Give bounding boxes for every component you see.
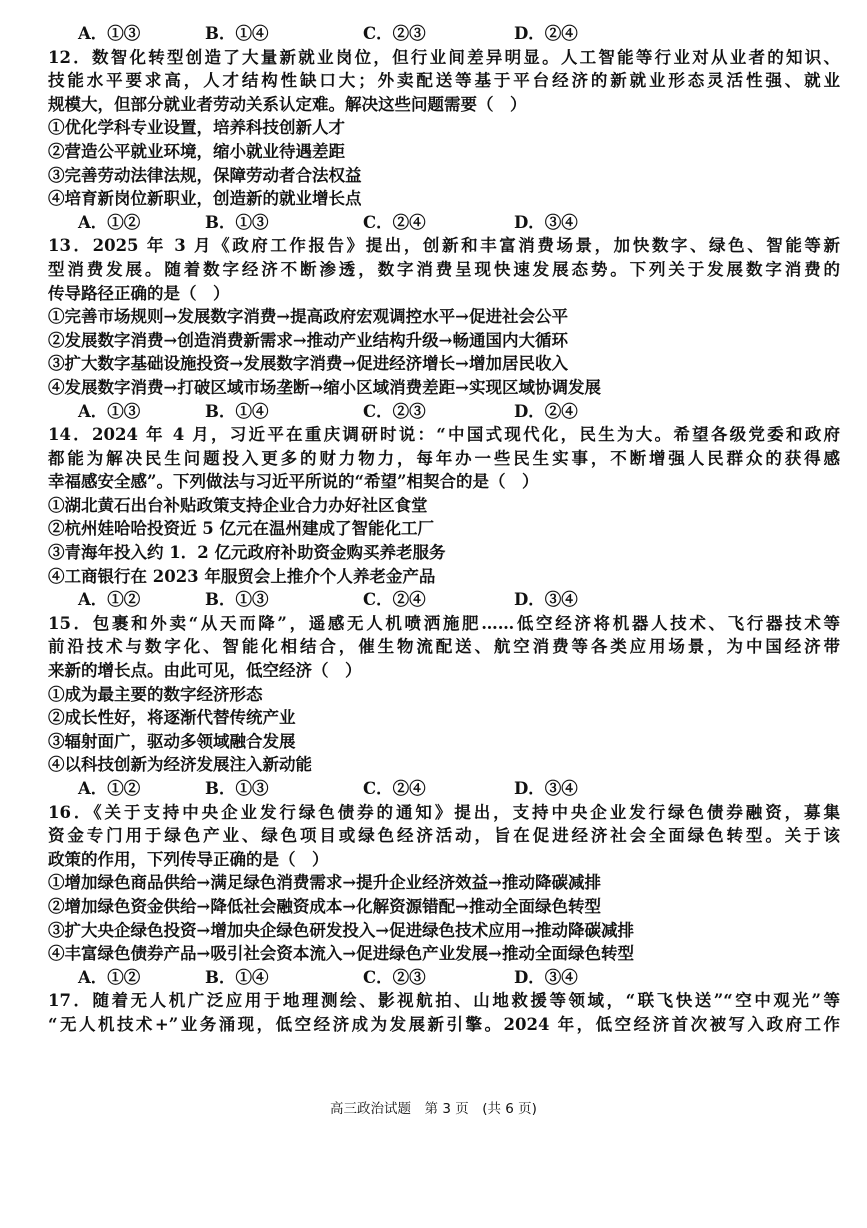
q14-option-c: C．②④ [363,590,426,610]
q15-stem-line: 15．包裹和外卖“从天而降”，遥感无人机喷洒施肥……低空经济将机器人技术、飞行器技术等 [48,613,840,633]
q14-stem-line: 都能为解决民生问题投入更多的财力物力，每年办一些民生实事，不断增强人民群众的获得感 [48,448,840,468]
q14-stem-line: 幸福感安全感”。下列做法与习近平所说的“希望”相契合的是（ ） [48,472,539,492]
q13-item: ①完善市场规则→发展数字消费→提高政府宏观调控水平→促进社会公平 [48,307,568,327]
q12-item: ③完善劳动法律法规，保障劳动者合法权益 [48,165,362,185]
q17-stem-line: 17．随着无人机广泛应用于地理测绘、影视航拍、山地救援等领域，“联飞快送”“空中观光”等 [48,991,840,1011]
q13-option-a: A．①③ [78,401,141,421]
q13-stem-line: 型消费发展。随着数字经济不断渗透，数字消费呈现快速发展态势。下列关于发展数字消费的 [48,259,840,279]
q12-item: ④培育新岗位新职业，创造新的就业增长点 [48,189,362,209]
q16-option-d: D．③④ [514,967,578,987]
page-footer: 高三政治试题 第 3 页 (共 6 页) [330,1101,537,1117]
q17-stem-line: “无人机技术+”业务涌现，低空经济成为发展新引擎。2024 年，低空经济首次被写入政府工作 [48,1014,840,1034]
q11-option-c: C．②③ [363,24,426,43]
q16-option-c: C．②③ [363,967,426,987]
q15-stem-line: 前沿技术与数字化、智能化相结合，催生物流配送、航空消费等各类应用场景，为中国经济带 [48,637,840,657]
q11-options [48,22,840,46]
q13-item: ③扩大数字基础设施投资→发展数字消费→促进经济增长→增加居民收入 [48,354,568,374]
q11-option-a: A．①③ [78,24,141,43]
q14-options [48,588,840,612]
question-14 [48,423,840,612]
q16-options [48,966,840,990]
q14-option-b: B．①③ [205,590,269,610]
q12-option-c: C．②④ [363,212,426,232]
q16-stem-line: 资金专门用于绿色产业、绿色项目或绿色经济活动，旨在促进经济社会全面绿色转型。关于该 [48,826,840,846]
q13-options [48,400,840,424]
page-content [48,22,840,1037]
q14-item: ③青海年投入约 1．2 亿元政府补助资金购买养老服务 [48,543,446,563]
q12-item: ①优化学科专业设置，培养科技创新人才 [48,118,345,138]
q12-stem-line: 技能水平要求高，人才结构性缺口大；外卖配送等基于平台经济的新就业形态灵活性强、就业 [48,71,840,91]
question-13 [48,234,840,423]
q15-item: ③辐射面广，驱动多领域融合发展 [48,731,296,751]
q12-option-a: A．①② [78,212,141,232]
q13-stem-line: 传导路径正确的是（ ） [48,283,230,303]
q16-item: ①增加绿色商品供给→满足绿色消费需求→提升企业经济效益→推动降碳减排 [48,873,601,893]
q16-stem-line: 16．《关于支持中央企业发行绿色债券的通知》提出，支持中央企业发行绿色债券融资，募集 [48,802,840,822]
q14-option-a: A．①② [78,590,141,610]
q16-item: ②增加绿色资金供给→降低社会融资成本→化解资源错配→推动全面绿色转型 [48,896,601,916]
q13-item: ②发展数字消费→创造消费新需求→推动产业结构升级→畅通国内大循环 [48,330,568,350]
q14-stem-line: 14．2024 年 4 月，习近平在重庆调研时说：“中国式现代化，民生为大。希望各级党委和政府 [48,425,840,445]
q13-item: ④发展数字消费→打破区域市场垄断→缩小区域消费差距→实现区域协调发展 [48,377,601,397]
q12-stem-line: 规模大，但部分就业者劳动关系认定难。解决这些问题需要（ ） [48,94,527,114]
q14-item: ①湖北黄石出台补贴政策支持企业合力办好社区食堂 [48,495,428,515]
q15-item: ②成长性好，将逐渐代替传统产业 [48,708,296,728]
q15-options [48,777,840,801]
q13-option-c: C．②③ [363,401,426,421]
q13-stem-line: 13．2025 年 3 月《政府工作报告》提出，创新和丰富消费场景，加快数字、绿色、智能等新 [48,236,840,256]
q12-option-d: D．③④ [514,212,578,232]
q16-item: ③扩大央企绿色投资→增加央企绿色研发投入→促进绿色技术应用→推动降碳减排 [48,920,634,940]
q12-stem-line: 12．数智化转型创造了大量新就业岗位，但行业间差异明显。人工智能等行业对从业者的知识、 [48,47,840,67]
question-15 [48,612,840,801]
q15-option-a: A．①② [78,779,141,798]
q13-option-d: D．②④ [514,401,578,421]
q15-stem-line: 来新的增长点。由此可见，低空经济（ ） [48,661,362,681]
q16-option-b: B．①④ [205,967,269,987]
question-16 [48,801,840,990]
q16-item: ④丰富绿色债券产品→吸引社会资本流入→促进绿色产业发展→推动全面绿色转型 [48,944,634,964]
q12-option-b: B．①③ [205,212,269,232]
q15-option-c: C．②④ [363,779,426,798]
q16-option-a: A．①② [78,967,141,987]
question-17 [48,989,840,1036]
q11-option-d: D．②④ [514,24,578,43]
q15-item: ④以科技创新为经济发展注入新动能 [48,755,312,775]
q16-stem-line: 政策的作用，下列传导正确的是（ ） [48,849,329,869]
q15-item: ①成为最主要的数字经济形态 [48,684,263,704]
q14-item: ④工商银行在 2023 年服贸会上推介个人养老金产品 [48,566,436,586]
q13-option-b: B．①④ [205,401,269,421]
q15-option-d: D．③④ [514,779,578,798]
question-12 [48,46,840,235]
q11-option-b: B．①④ [205,24,269,43]
q14-option-d: D．③④ [514,590,578,610]
q14-item: ②杭州娃哈哈投资近 5 亿元在温州建成了智能化工厂 [48,519,434,539]
q15-option-b: B．①③ [205,779,269,798]
q12-options [48,211,840,235]
q12-item: ②营造公平就业环境，缩小就业待遇差距 [48,141,345,161]
